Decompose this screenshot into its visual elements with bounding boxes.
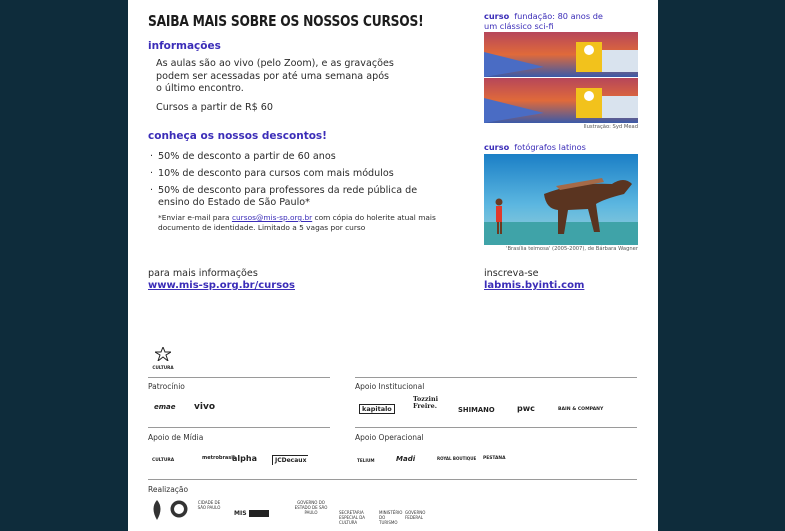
culture-secretary-logo: SECRETARIA ESPECIAL DA CULTURA [339,510,365,525]
info-line: As aulas são ao vivo (pelo Zoom), e as gravações [156,58,394,69]
divider [355,377,637,378]
madi-logo: Madi [396,455,416,463]
realizacao-label: Realização [148,485,189,494]
info-text [156,58,456,114]
course-2-image[interactable] [484,154,638,245]
course-2-credit: 'Brasília teimosa' (2005-2007), de Bárbara Wagner [506,246,638,252]
discount-item: · 50% de desconto a partir de 60 anos [150,151,336,162]
discount-item: · 10% de desconto para cursos com mais módulos [150,168,394,179]
top-logo: CULTURA [150,346,176,370]
discounts-heading: conheça os nossos descontos! [148,130,327,142]
enroll-link[interactable]: labmis.byinti.com [484,280,585,291]
shimano-logo: SHIMANO [458,406,495,414]
divider [148,479,637,480]
divider [355,427,637,428]
course-1-credit: Ilustração: Syd Mead [583,124,638,130]
vivo-logo: vivo [194,402,216,412]
divider [148,427,330,428]
flyer-page [128,0,658,531]
more-info-link[interactable]: www.mis-sp.org.br/cursos [148,280,295,291]
metro-logo: metrobrasil [202,455,235,461]
federal-gov-logo: GOVERNO FEDERAL [405,510,426,520]
course-2-title[interactable]: curso fotógrafos latinos [484,142,586,152]
apoio-midia-label: Apoio de Mídia [148,433,204,442]
alpha-logo: alpha [232,454,257,463]
kapitalo-logo: kapitalo [359,404,395,414]
enroll: inscreva-se labmis.byinti.com [484,268,585,291]
discount-list [150,151,450,214]
bain-logo: BAIN & COMPANY [558,407,604,412]
tourism-ministry-logo: MINISTÉRIO DO TURISMO [379,510,403,525]
course-1-image[interactable] [484,32,638,123]
apoio-institucional-label: Apoio Institucional [355,382,425,391]
cultura-media-logo: CULTURA [152,458,175,463]
more-info: para mais informações www.mis-sp.org.br/cursos [148,268,295,291]
email-link[interactable]: cursos@mis-sp.org.br [231,213,313,222]
leaf-icon [150,500,164,520]
course-1-title[interactable]: curso fundação: 80 anos de um clássico sci-fi [484,11,603,31]
seal-icon [170,500,188,518]
info-heading: informações [148,40,221,52]
apoio-operacional-label: Apoio Operacional [355,433,424,442]
price-text: Cursos a partir de R$ 60 [156,101,273,113]
pestana-logo: PESTANA [483,456,506,461]
sp-city-logo: CIDADE DE SÃO PAULO [197,500,221,510]
tozzini-logo: Tozzini Freire. [413,395,439,410]
cultura-star-icon [155,347,171,361]
jcdecaux-logo: JCDecaux [272,455,308,465]
discount-item: · 50% de desconto para professores da rede pública de ensino do Estado de São Paulo* [150,185,418,208]
mis-logo: MIS [234,510,269,517]
discount-note: *Enviar e-mail para cursos@mis-sp.org.br com cópia do holerite atual mais documento de identidade. Limitado a 5 vagas por curso [158,213,436,232]
info-line: o último encontro. [156,83,244,94]
page-title: SAIBA MAIS SOBRE OS NOSSOS CURSOS! [148,12,424,30]
emae-logo: emae [154,403,176,411]
pwc-logo: pwc [517,404,535,413]
sp-state-logo: GOVERNO DO ESTADO DE SÃO PAULO [294,500,328,515]
royal-logo: ROYAL BOUTIQUE [437,456,477,461]
info-line: podem ser acessadas por até uma semana após [156,70,390,82]
divider [148,377,330,378]
telium-logo: TELIUM [357,458,375,463]
patrocinio-label: Patrocínio [148,382,185,391]
